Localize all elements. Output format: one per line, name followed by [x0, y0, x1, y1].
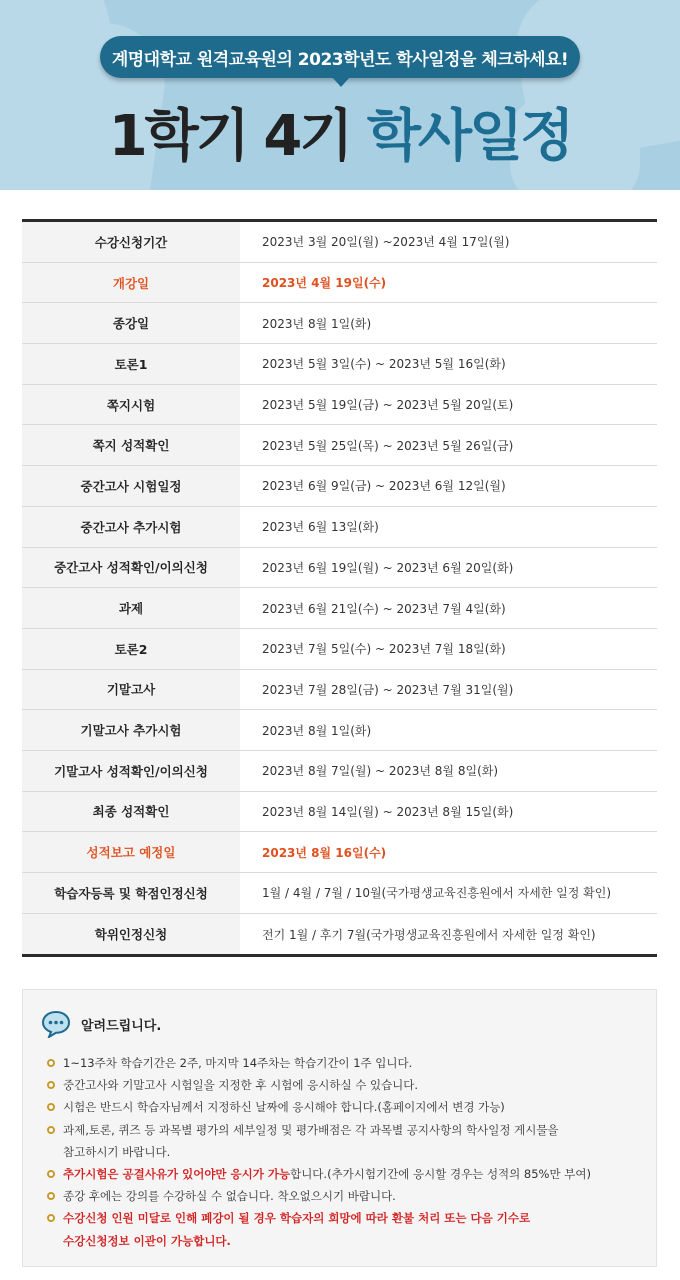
schedule-value: 2023년 8월 16일(수)	[262, 845, 387, 860]
notice-text-emphasis: 수강신청 인원 미달로 인해 폐강이 될 경우 학습자의 희망에 따라 환불 처리 또는 다음 기수로	[63, 1211, 531, 1226]
schedule-value: 2023년 6월 13일(화)	[262, 520, 379, 535]
bullet-icon	[47, 1059, 55, 1067]
schedule-label: 토론2	[22, 629, 240, 669]
schedule-label: 과제	[22, 588, 240, 628]
schedule-label: 학위인정신청	[22, 914, 240, 955]
schedule-row	[22, 263, 657, 304]
schedule-row	[22, 344, 657, 385]
schedule-label: 개강일	[22, 263, 240, 303]
schedule-value: 2023년 6월 21일(수) ~ 2023년 7월 4일(화)	[262, 601, 506, 616]
schedule-label: 학습자등록 및 학점인정신청	[22, 873, 240, 913]
schedule-row	[22, 914, 657, 955]
schedule-label: 기말고사 추가시험	[22, 710, 240, 750]
schedule-row	[22, 303, 657, 344]
schedule-value: 2023년 5월 25일(목) ~ 2023년 5월 26일(금)	[262, 438, 514, 453]
schedule-value: 2023년 7월 5일(수) ~ 2023년 7월 18일(화)	[262, 642, 506, 657]
title-main: 1학기 4기	[108, 104, 351, 169]
notice-text: 중간고사와 기말고사 시험일을 지정한 후 시험에 응시하실 수 있습니다.	[63, 1078, 419, 1093]
notice-title: 알려드립니다.	[81, 1018, 162, 1034]
schedule-label: 쪽지 성적확인	[22, 425, 240, 465]
schedule-value: 2023년 5월 19일(금) ~ 2023년 5월 20일(토)	[262, 398, 514, 413]
speech-bubble-icon	[41, 1010, 71, 1038]
notice-text: 종강 후에는 강의를 수강하실 수 없습니다. 착오없으시기 바랍니다.	[63, 1189, 396, 1204]
schedule-label: 수강신청기간	[22, 222, 240, 262]
page-title	[0, 92, 680, 172]
schedule-label: 토론1	[22, 344, 240, 384]
schedule-label: 최종 성적확인	[22, 792, 240, 832]
schedule-value: 2023년 3월 20일(월) ~2023년 4월 17일(월)	[262, 235, 510, 250]
bullet-icon	[47, 1103, 55, 1111]
schedule-row	[22, 466, 657, 507]
schedule-label: 중간고사 추가시험	[22, 507, 240, 547]
schedule-label: 성적보고 예정일	[22, 832, 240, 872]
schedule-value: 1월 / 4월 / 7월 / 10월(국가평생교육진흥원에서 자세한 일정 확인)	[262, 886, 612, 901]
schedule-value: 전기 1월 / 후기 7월(국가평생교육진흥원에서 자세한 일정 확인)	[262, 927, 596, 942]
schedule-label: 기말고사 성적확인/이의신청	[22, 751, 240, 791]
schedule-row	[22, 751, 657, 792]
schedule-row	[22, 873, 657, 914]
schedule-value: 2023년 5월 3일(수) ~ 2023년 5월 16일(화)	[262, 357, 506, 372]
bullet-icon	[47, 1170, 55, 1178]
notice-item	[47, 1074, 652, 1096]
notice-text-continued: 참고하시기 바랍니다.	[63, 1144, 171, 1159]
subtitle-pill: 계명대학교 원격교육원의 2023학년도 학사일정을 체크하세요!	[100, 36, 580, 78]
schedule-label: 종강일	[22, 303, 240, 343]
notice-list	[47, 1052, 652, 1252]
notice-header	[41, 1010, 161, 1038]
notice-text: 시험은 반드시 학습자님께서 지정하신 날짜에 응시해야 합니다.(홈페이지에서 변경 가능)	[63, 1100, 505, 1115]
schedule-row	[22, 792, 657, 833]
schedule-value: 2023년 7월 28일(금) ~ 2023년 7월 31일(월)	[262, 682, 514, 697]
schedule-row	[22, 588, 657, 629]
notice-item	[47, 1185, 652, 1207]
schedule-value: 2023년 8월 1일(화)	[262, 316, 372, 331]
notice-text: 합니다.(추가시험기간에 응시할 경우는 성적의 85%만 부여)	[290, 1167, 591, 1182]
bullet-icon	[47, 1081, 55, 1089]
schedule-row	[22, 222, 657, 263]
schedule-table	[22, 219, 657, 957]
notice-box	[22, 989, 657, 1267]
notice-text: 과제,토론, 퀴즈 등 과목별 평가의 세부일정 및 평가배점은 각 과목별 공지사항의 학사일정 게시물을	[63, 1122, 559, 1137]
schedule-row	[22, 548, 657, 589]
schedule-value: 2023년 6월 9일(금) ~ 2023년 6월 12일(월)	[262, 479, 506, 494]
schedule-value: 2023년 6월 19일(월) ~ 2023년 6월 20일(화)	[262, 560, 514, 575]
schedule-label: 중간고사 시험일정	[22, 466, 240, 506]
title-accent: 학사일정	[366, 104, 572, 169]
schedule-row	[22, 507, 657, 548]
bullet-icon	[47, 1192, 55, 1200]
bullet-icon	[47, 1214, 55, 1222]
schedule-row	[22, 670, 657, 711]
notice-text-emphasis: 추가시험은 공결사유가 있어야만 응시가 가능	[63, 1167, 291, 1182]
schedule-value: 2023년 8월 1일(화)	[262, 723, 372, 738]
schedule-label: 쪽지시험	[22, 385, 240, 425]
notice-item	[47, 1119, 652, 1163]
schedule-row	[22, 385, 657, 426]
header-banner	[0, 0, 680, 190]
notice-text-emphasis-continued: 수강신청정보 이관이 가능합니다.	[63, 1233, 231, 1248]
notice-item	[47, 1052, 652, 1074]
notice-text: 1~13주차 학습기간은 2주, 마지막 14주차는 학습기간이 1주 입니다.	[63, 1056, 413, 1070]
bullet-icon	[47, 1126, 55, 1134]
schedule-row	[22, 629, 657, 670]
schedule-row	[22, 425, 657, 466]
notice-item	[47, 1096, 652, 1118]
schedule-value: 2023년 8월 14일(월) ~ 2023년 8월 15일(화)	[262, 804, 514, 819]
schedule-value: 2023년 8월 7일(월) ~ 2023년 8월 8일(화)	[262, 764, 499, 779]
schedule-label: 중간고사 성적확인/이의신청	[22, 548, 240, 588]
schedule-label: 기말고사	[22, 670, 240, 710]
notice-item	[47, 1207, 652, 1251]
schedule-row	[22, 710, 657, 751]
notice-item	[47, 1163, 652, 1185]
schedule-row	[22, 832, 657, 873]
schedule-value: 2023년 4월 19일(수)	[262, 276, 387, 291]
